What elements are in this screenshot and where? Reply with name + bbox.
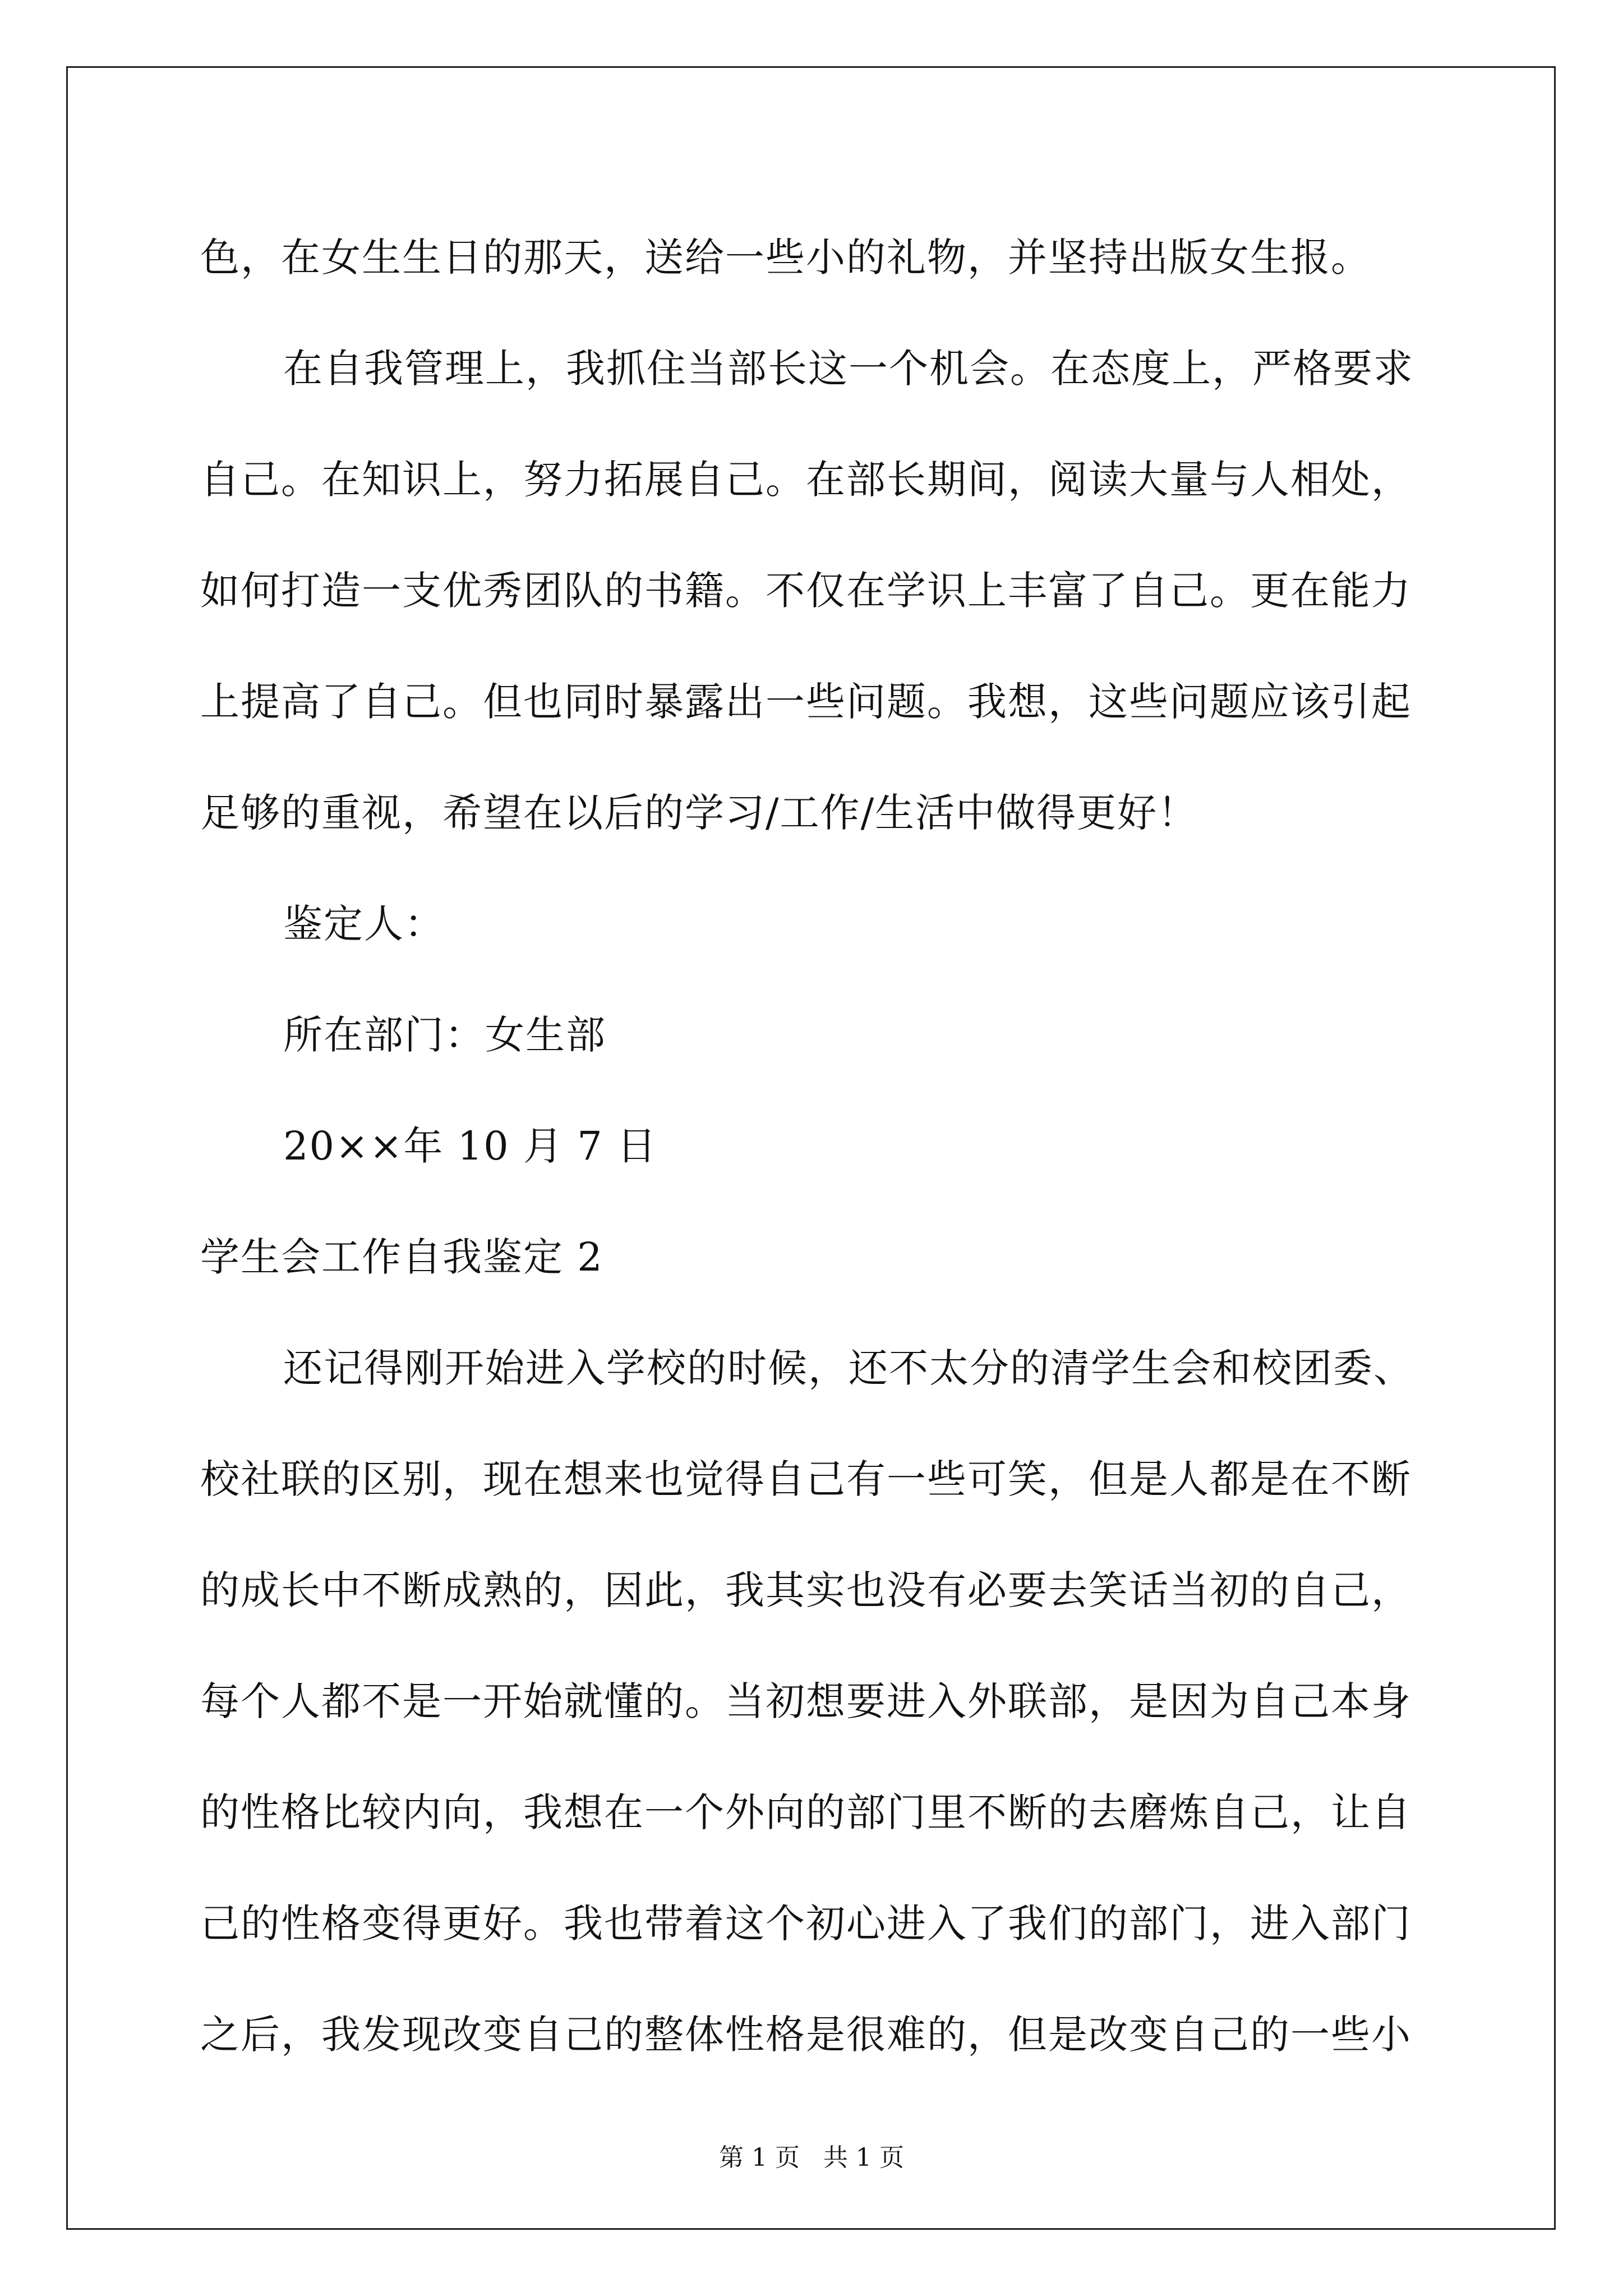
text-line: 校社联的区别，现在想来也觉得自己有一些可笑，但是人都是在不断 <box>200 1456 1412 1502</box>
department-label: 所在部门：女生部 <box>283 1012 606 1058</box>
text-line: 足够的重视，希望在以后的学习/工作/生活中做得更好！ <box>200 790 1198 836</box>
text-line: 自己。在知识上，努力拓展自己。在部长期间，阅读大量与人相处， <box>200 457 1412 503</box>
text-line: 己的性格变得更好。我也带着这个初心进入了我们的部门，进入部门 <box>200 1901 1412 1947</box>
page-total: 共 1 页 <box>823 2143 904 2172</box>
text-line: 在自我管理上，我抓住当部长这一个机会。在态度上，严格要求 <box>283 346 1414 392</box>
text-line: 上提高了自己。但也同时暴露出一些问题。我想，这些问题应该引起 <box>200 679 1412 725</box>
appraiser-label: 鉴定人： <box>283 901 445 947</box>
text-line: 色，在女生生日的那天，送给一些小的礼物，并坚持出版女生报。 <box>200 234 1371 280</box>
date-line: 20××年 10 月 7 日 <box>283 1123 657 1169</box>
document-body <box>200 202 1428 2090</box>
text-line: 每个人都不是一开始就懂的。当初想要进入外联部，是因为自己本身 <box>200 1678 1412 1724</box>
page-footer <box>0 2137 1623 2173</box>
text-line: 还记得刚开始进入学校的时候，还不太分的清学生会和校团委、 <box>283 1345 1414 1391</box>
text-line: 的成长中不断成熟的，因此，我其实也没有必要去笑话当初的自己， <box>200 1567 1412 1613</box>
text-line: 如何打造一支优秀团队的书籍。不仅在学识上丰富了自己。更在能力 <box>200 568 1412 614</box>
page-number: 第 1 页 <box>719 2143 800 2172</box>
section-title: 学生会工作自我鉴定 2 <box>200 1234 603 1280</box>
text-line: 之后，我发现改变自己的整体性格是很难的，但是改变自己的一些小 <box>200 2012 1412 2058</box>
text-line: 的性格比较内向，我想在一个外向的部门里不断的去磨炼自己，让自 <box>200 1789 1412 1835</box>
